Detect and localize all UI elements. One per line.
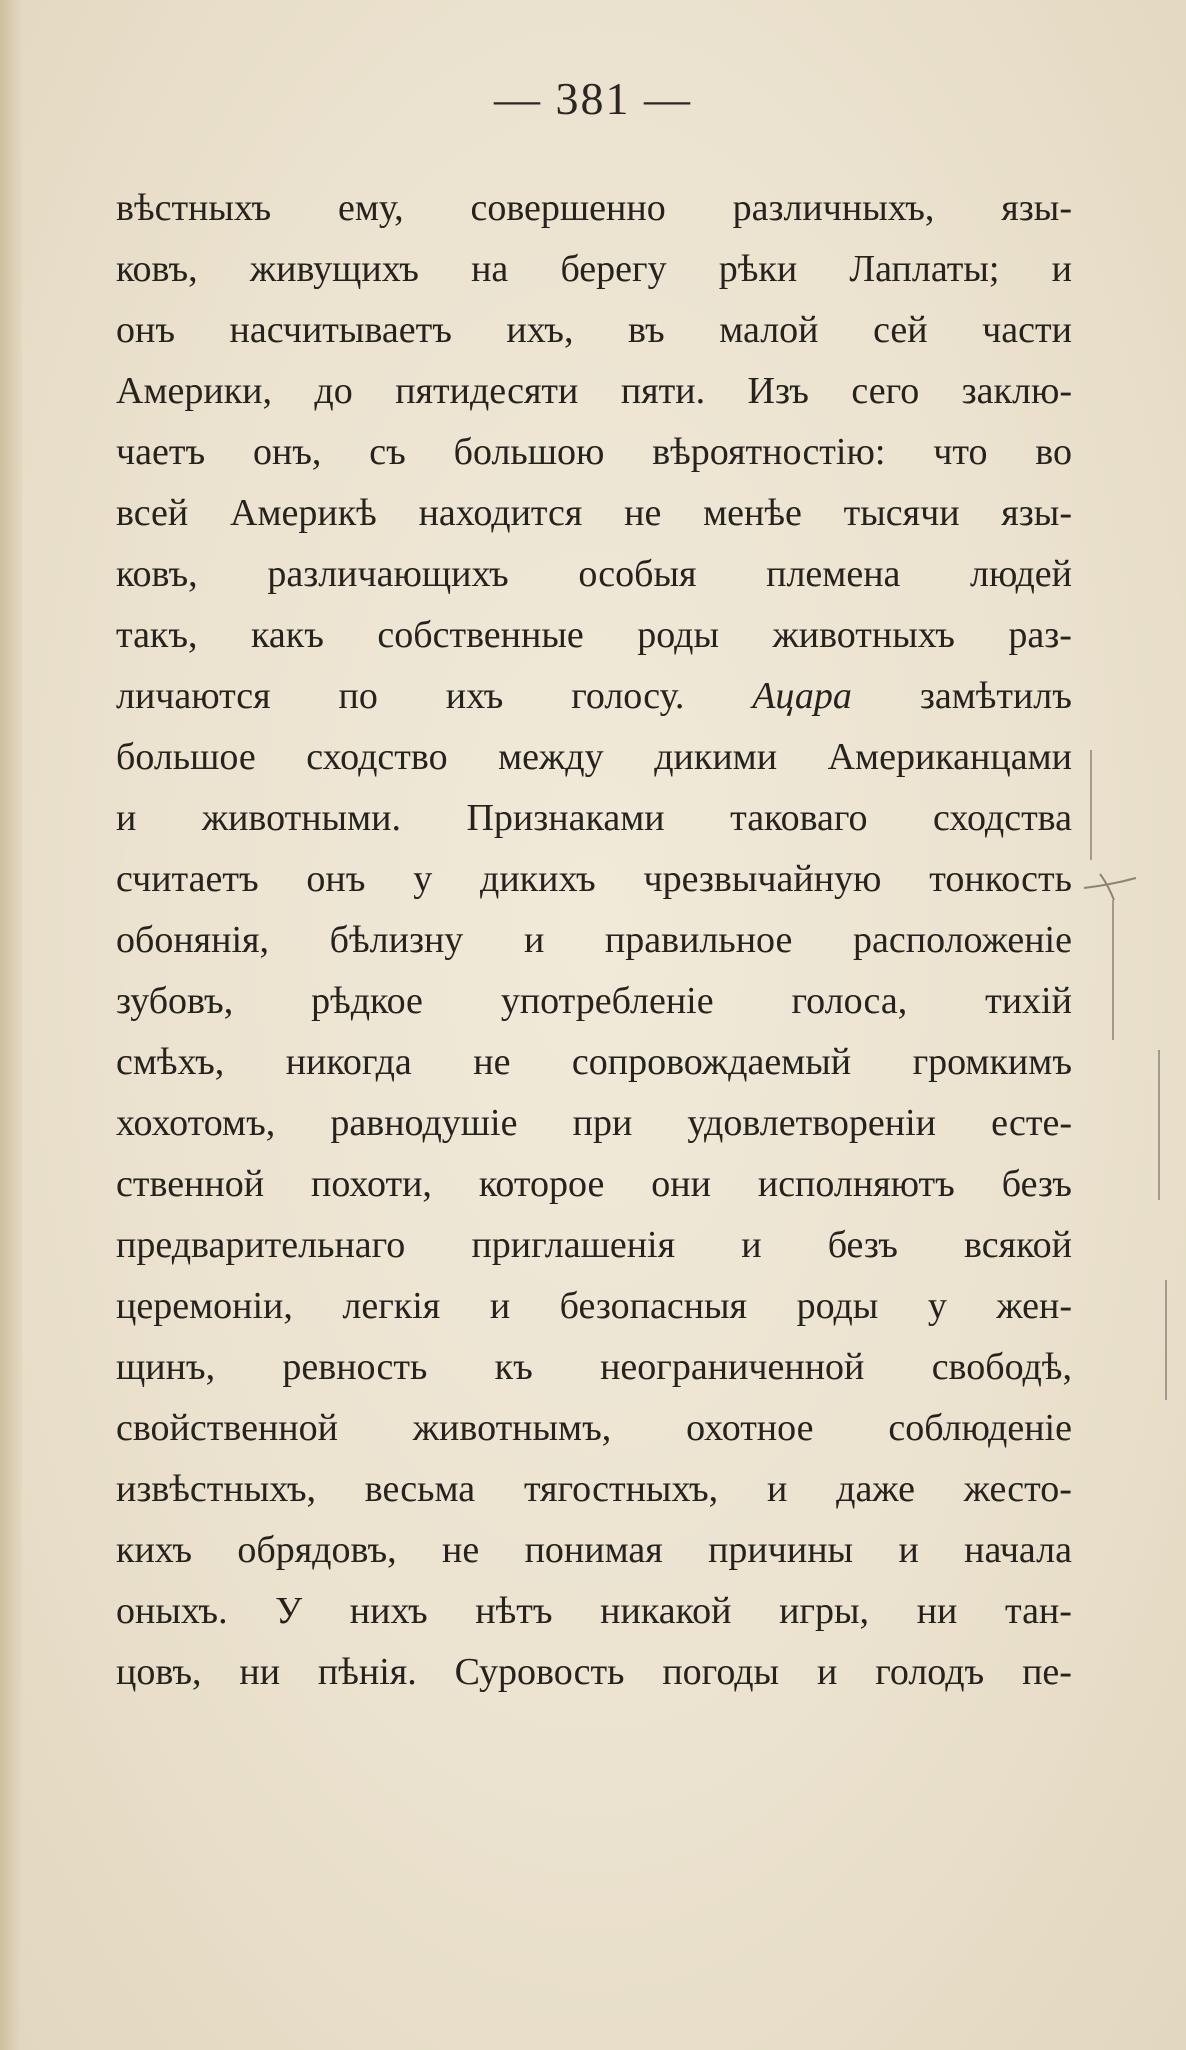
- word: ни: [239, 1651, 281, 1693]
- margin-pencil-mark: [1080, 866, 1140, 906]
- word: они: [651, 1163, 711, 1205]
- word: различающихъ: [267, 553, 509, 595]
- word: оныхъ.: [116, 1590, 228, 1632]
- word: равнодушіе: [330, 1102, 518, 1144]
- word: и: [898, 1529, 919, 1571]
- word: пятидесяти: [395, 370, 579, 412]
- word: чрезвычайную: [643, 858, 882, 900]
- word: сопровождаемый: [571, 1041, 852, 1083]
- word: Признаками: [466, 797, 665, 839]
- word: неограниченной: [600, 1346, 865, 1388]
- word: во: [1035, 431, 1072, 473]
- word: не: [442, 1529, 480, 1571]
- text-line: [116, 971, 1072, 1032]
- word: громкимъ: [912, 1041, 1072, 1083]
- text-line: [116, 239, 1072, 300]
- word: и: [523, 919, 545, 961]
- word: похоти,: [311, 1163, 432, 1205]
- text-line: [116, 1581, 1072, 1642]
- word: начала: [964, 1529, 1072, 1571]
- word: у: [413, 858, 433, 900]
- word: ревность: [282, 1346, 428, 1388]
- word: голоса,: [791, 980, 908, 1022]
- word: большою: [453, 431, 605, 473]
- margin-pencil-line: [1165, 1280, 1167, 1400]
- word: тонкость: [929, 858, 1072, 900]
- text-line: [116, 1337, 1072, 1398]
- word: дикими: [654, 736, 778, 778]
- word: нѣтъ: [475, 1590, 553, 1632]
- word: тысячи: [843, 492, 960, 534]
- word: правильное: [604, 919, 793, 961]
- word: соблюденіе: [888, 1407, 1072, 1449]
- word: есте-: [991, 1102, 1072, 1144]
- word: исполняютъ: [757, 1163, 955, 1205]
- word: и: [1051, 248, 1072, 290]
- word: до: [314, 370, 353, 412]
- word: безъ: [1001, 1163, 1072, 1205]
- word: таковаго: [730, 797, 868, 839]
- word: свойственной: [116, 1407, 338, 1449]
- word: Лаплаты;: [849, 248, 1000, 290]
- word: у: [927, 1285, 947, 1327]
- word: Ацара: [752, 675, 852, 717]
- word: игры,: [779, 1590, 870, 1632]
- text-line: [116, 178, 1072, 239]
- word: рѣдкое: [311, 980, 423, 1022]
- margin-pencil-line: [1112, 900, 1114, 1040]
- word: ихъ,: [506, 309, 574, 351]
- word: части: [982, 309, 1072, 351]
- word: безъ: [827, 1224, 898, 1266]
- word: вѣстныхъ: [116, 187, 272, 229]
- word: при: [572, 1102, 633, 1144]
- word: и: [116, 797, 137, 839]
- word: онъ: [306, 858, 366, 900]
- word: находится: [418, 492, 583, 534]
- word: зубовъ,: [116, 980, 234, 1022]
- word: считаетъ: [116, 858, 259, 900]
- word: роды: [637, 614, 719, 656]
- word: ковъ,: [116, 248, 198, 290]
- word: чаетъ: [116, 431, 206, 473]
- word: тан-: [1005, 1590, 1072, 1632]
- word: сей: [873, 309, 928, 351]
- text-line: [116, 666, 1072, 727]
- word: приглашенія: [471, 1224, 676, 1266]
- text-line: [116, 300, 1072, 361]
- word: язы-: [1001, 492, 1072, 534]
- word: удовлетвореніи: [687, 1102, 937, 1144]
- text-line: [116, 544, 1072, 605]
- text-line: [116, 1276, 1072, 1337]
- word: свободѣ,: [931, 1346, 1072, 1388]
- word: пѣнія.: [317, 1651, 417, 1693]
- word: животными.: [201, 797, 401, 839]
- page-number: — 381 —: [494, 73, 692, 124]
- word: обонянія,: [116, 919, 270, 961]
- text-line: [116, 910, 1072, 971]
- word: весьма: [364, 1468, 476, 1510]
- word: всей: [116, 492, 189, 534]
- word: Американцами: [827, 736, 1072, 778]
- text-line: [116, 1215, 1072, 1276]
- word: извѣстныхъ,: [116, 1468, 316, 1510]
- word: Суровость: [454, 1651, 625, 1693]
- word: племена: [766, 553, 901, 595]
- word: тихій: [985, 980, 1072, 1022]
- word: предварительнаго: [116, 1224, 406, 1266]
- text-line: [116, 422, 1072, 483]
- word: которое: [478, 1163, 605, 1205]
- text-line: [116, 1154, 1072, 1215]
- word: ни: [916, 1590, 958, 1632]
- word: людей: [970, 553, 1072, 595]
- word: раз-: [1008, 614, 1072, 656]
- word: легкія: [342, 1285, 441, 1327]
- text-line: [116, 605, 1072, 666]
- word: большое: [116, 736, 256, 778]
- word: совершенно: [470, 187, 666, 229]
- word: животнымъ,: [412, 1407, 612, 1449]
- word: кихъ: [116, 1529, 192, 1571]
- word: менѣе: [703, 492, 802, 534]
- text-line: [116, 727, 1072, 788]
- word: обрядовъ,: [237, 1529, 397, 1571]
- word: церемоніи,: [116, 1285, 293, 1327]
- word: голодъ: [875, 1651, 985, 1693]
- page-gutter-shadow: [0, 0, 22, 2050]
- word: никакой: [600, 1590, 732, 1632]
- word: жен-: [996, 1285, 1072, 1327]
- word: замѣтилъ: [919, 675, 1072, 717]
- word: расположеніе: [853, 919, 1072, 961]
- word: и: [489, 1285, 511, 1327]
- word: въ: [628, 309, 665, 351]
- word: Изъ: [747, 370, 809, 412]
- word: погоды: [662, 1651, 780, 1693]
- word: личаются: [116, 675, 271, 717]
- word: ему,: [337, 187, 404, 229]
- word: и: [766, 1468, 788, 1510]
- word: всякой: [964, 1224, 1072, 1266]
- word: щинъ,: [116, 1346, 216, 1388]
- word: заклю-: [961, 370, 1072, 412]
- word: не: [473, 1041, 511, 1083]
- word: дикихъ: [480, 858, 596, 900]
- word: особыя: [578, 553, 697, 595]
- word: ихъ: [445, 675, 504, 717]
- word: употребленіе: [500, 980, 714, 1022]
- word: малой: [719, 309, 819, 351]
- word: никогда: [285, 1041, 412, 1083]
- word: смѣхъ,: [116, 1041, 225, 1083]
- word: жесто-: [963, 1468, 1072, 1510]
- word: собственные: [377, 614, 584, 656]
- word: Америки,: [116, 370, 272, 412]
- word: цовъ,: [116, 1651, 202, 1693]
- word: различныхъ,: [732, 187, 935, 229]
- word: на: [471, 248, 509, 290]
- word: сходство: [306, 736, 448, 778]
- word: и: [816, 1651, 838, 1693]
- word: даже: [836, 1468, 915, 1510]
- text-line: [116, 1459, 1072, 1520]
- word: тягостныхъ,: [523, 1468, 719, 1510]
- word: Америкѣ: [230, 492, 377, 534]
- word: съ: [369, 431, 406, 473]
- word: такъ,: [116, 614, 198, 656]
- word: безопасныя: [559, 1285, 748, 1327]
- text-line: [116, 788, 1072, 849]
- word: нихъ: [349, 1590, 428, 1632]
- word: между: [498, 736, 604, 778]
- text-line: [116, 1398, 1072, 1459]
- text-line: [116, 361, 1072, 422]
- text-line: [116, 1093, 1072, 1154]
- margin-pencil-line: [1090, 750, 1092, 860]
- word: пе-: [1022, 1651, 1072, 1693]
- word: вѣроятностію:: [652, 431, 886, 473]
- text-line: [116, 1032, 1072, 1093]
- word: живущихъ: [249, 248, 419, 290]
- word: берегу: [560, 248, 667, 290]
- word: бѣлизну: [329, 919, 464, 961]
- text-line: [116, 1642, 1072, 1703]
- word: насчитываетъ: [229, 309, 452, 351]
- word: рѣки: [718, 248, 798, 290]
- word: не: [624, 492, 662, 534]
- word: понимая: [524, 1529, 663, 1571]
- word: язы-: [1001, 187, 1072, 229]
- word: охотное: [686, 1407, 814, 1449]
- word: У: [275, 1590, 303, 1632]
- text-line: [116, 1520, 1072, 1581]
- word: роды: [796, 1285, 879, 1327]
- word: по: [338, 675, 378, 717]
- word: голосу.: [571, 675, 685, 717]
- word: къ: [494, 1346, 533, 1388]
- word: животныхъ: [772, 614, 955, 656]
- word: что: [933, 431, 988, 473]
- word: хохотомъ,: [116, 1102, 276, 1144]
- word: онъ: [116, 309, 175, 351]
- body-text: [116, 178, 1072, 1703]
- word: и: [741, 1224, 762, 1266]
- word: сходства: [933, 797, 1072, 839]
- word: причины: [708, 1529, 854, 1571]
- word: онъ,: [252, 431, 322, 473]
- text-line: [116, 483, 1072, 544]
- word: ковъ,: [116, 553, 198, 595]
- word: ственной: [116, 1163, 265, 1205]
- margin-pencil-line: [1158, 1050, 1160, 1200]
- word: пяти.: [620, 370, 706, 412]
- word: какъ: [251, 614, 324, 656]
- text-line: [116, 849, 1072, 910]
- word: сего: [851, 370, 920, 412]
